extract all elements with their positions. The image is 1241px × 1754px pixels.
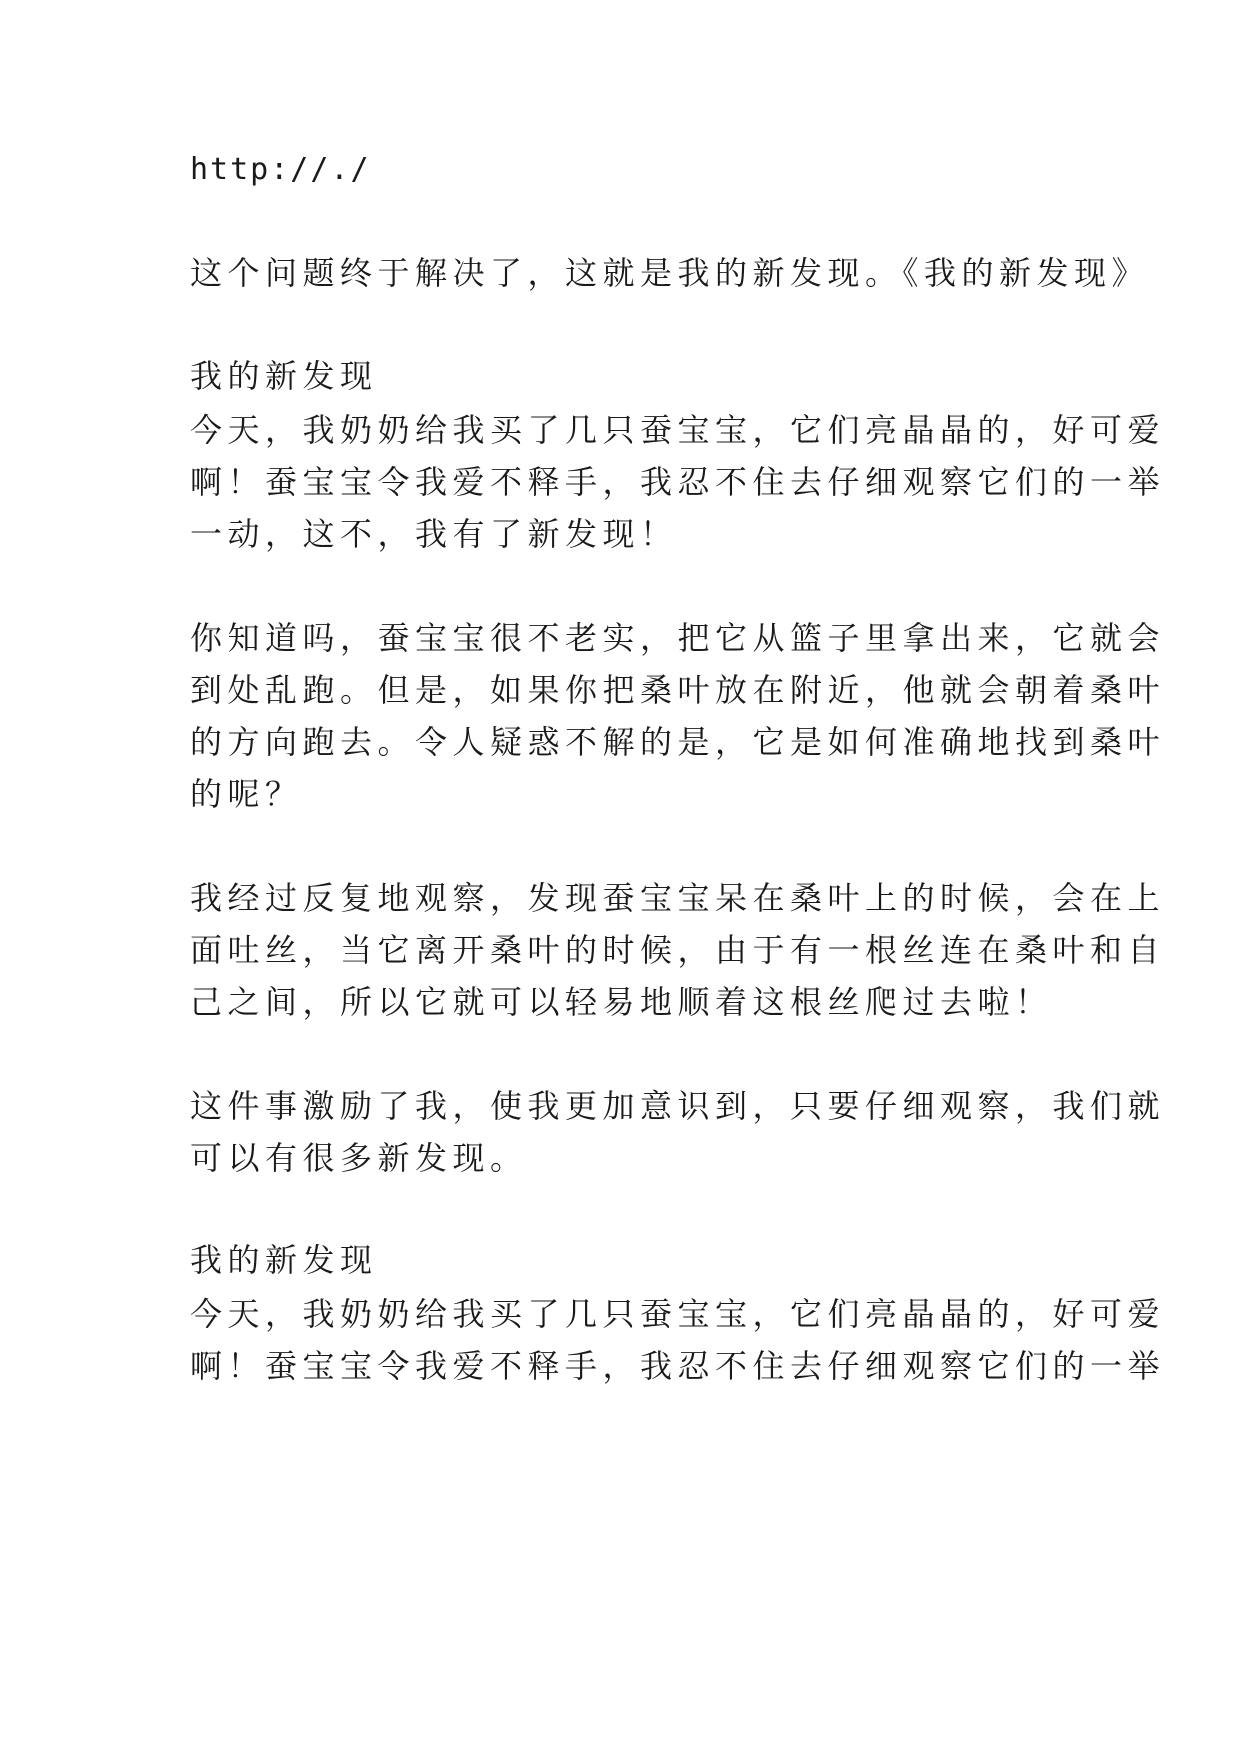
paragraph-line: 啊！蚕宝宝令我爱不释手，我忍不住去仔细观察它们的一举 (190, 463, 1166, 501)
paragraph-line: 己之间，所以它就可以轻易地顺着这根丝爬过去啦！ (190, 983, 1053, 1021)
paragraph-line: 的呢？ (190, 775, 303, 813)
paragraph-line: 一动，这不，我有了新发现！ (190, 515, 678, 553)
paragraph-line: 我经过反复地观察，发现蚕宝宝呆在桑叶上的时候，会在上 (190, 879, 1166, 917)
paragraph-line: 的方向跑去。令人疑惑不解的是，它是如何准确地找到桑叶 (190, 723, 1166, 761)
paragraph-line: 这件事激励了我，使我更加意识到，只要仔细观察，我们就 (190, 1087, 1166, 1125)
paragraph-line: 啊！蚕宝宝令我爱不释手，我忍不住去仔细观察它们的一举 (190, 1347, 1166, 1385)
intro-line: 这个问题终于解决了，这就是我的新发现。《我的新发现》 (190, 254, 1150, 292)
paragraph-line: 今天，我奶奶给我买了几只蚕宝宝，它们亮晶晶的，好可爱 (190, 1295, 1166, 1333)
section-title: 我的新发现 (190, 1241, 378, 1279)
paragraph-line: 可以有很多新发现。 (190, 1139, 528, 1177)
paragraph-line: 今天，我奶奶给我买了几只蚕宝宝，它们亮晶晶的，好可爱 (190, 411, 1166, 449)
source-url: http://./ (190, 152, 371, 187)
paragraph-line: 面吐丝，当它离开桑叶的时候，由于有一根丝连在桑叶和自 (190, 931, 1166, 969)
section-title: 我的新发现 (190, 357, 378, 395)
paragraph-line: 到处乱跑。但是，如果你把桑叶放在附近，他就会朝着桑叶 (190, 671, 1166, 709)
paragraph-line: 你知道吗，蚕宝宝很不老实，把它从篮子里拿出来，它就会 (190, 619, 1166, 657)
